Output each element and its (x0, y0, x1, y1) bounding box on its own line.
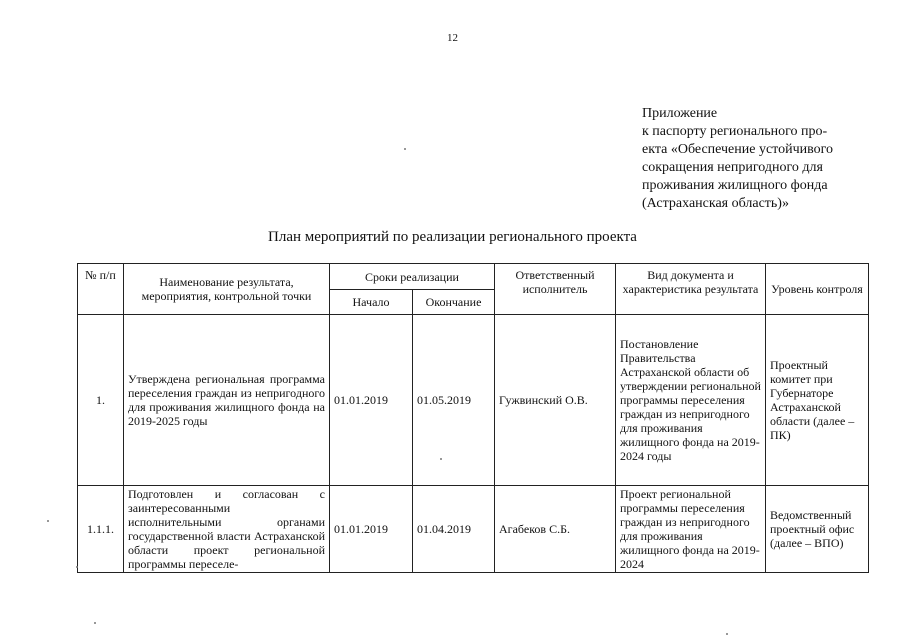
row-start: 01.01.2019 (330, 315, 413, 486)
plan-table (77, 263, 869, 573)
header-name: Наименование результата, мероприятия, контрольной точки (124, 264, 330, 315)
row-end: 01.05.2019 (413, 315, 495, 486)
appendix-line: екта «Обеспечение устойчивого (642, 142, 834, 157)
header-end: Окончание (413, 290, 495, 315)
row-doc: Проект региональной программы переселения граждан из непригодного для проживания жилищного фонда на 2019-2024 (616, 486, 766, 573)
appendix-line: (Астраханская область)» (642, 196, 789, 211)
row-end: 01.04.2019 (413, 486, 495, 573)
table-row (78, 486, 869, 573)
page-number: 12 (447, 32, 458, 44)
row-num: 1. (78, 315, 124, 486)
header-doc: Вид документа и характеристика результата (616, 264, 766, 315)
appendix-block (642, 105, 862, 213)
appendix-line: к паспорту регионального про- (642, 124, 828, 139)
header-row (78, 264, 869, 290)
table-row (78, 315, 869, 486)
appendix-line: проживания жилищного фонда (642, 178, 828, 193)
scan-speck (440, 458, 442, 460)
header-num: № п/п (78, 264, 124, 315)
header-level: Уровень контроля (766, 264, 869, 315)
row-num: 1.1.1. (78, 486, 124, 573)
header-start: Начало (330, 290, 413, 315)
plan-title: План мероприятий по реализации регионального проекта (268, 229, 637, 245)
row-doc: Постановление Правительства Астраханской области об утверждении региональной программы переселения граждан из непригодного для проживания жилищного фонда на 2019-2024 годы (616, 315, 766, 486)
scan-speck (76, 566, 78, 568)
row-responsible: Гужвинский О.В. (495, 315, 616, 486)
scan-speck (94, 622, 96, 624)
row-level: Проектный комитет при Губернаторе Астраханской области (далее – ПК) (766, 315, 869, 486)
scan-speck (47, 520, 49, 522)
appendix-line: сокращения непригодного для (642, 160, 823, 175)
row-name: Подготовлен и согласован с заинтересованными исполнительными органами государственной власти Астраханской области проект региональной программы переселе- (124, 486, 330, 573)
header-responsible: Ответственный исполнитель (495, 264, 616, 315)
row-name: Утверждена региональная программа переселения граждан из непригодного для проживания жилищного фонда на 2019-2025 годы (124, 315, 330, 486)
scan-speck (404, 148, 406, 150)
appendix-line: Приложение (642, 106, 718, 121)
header-period: Сроки реализации (330, 264, 495, 290)
scan-speck (726, 633, 728, 635)
row-start: 01.01.2019 (330, 486, 413, 573)
row-responsible: Агабеков С.Б. (495, 486, 616, 573)
row-level: Ведомственный проектный офис (далее – ВПО) (766, 486, 869, 573)
